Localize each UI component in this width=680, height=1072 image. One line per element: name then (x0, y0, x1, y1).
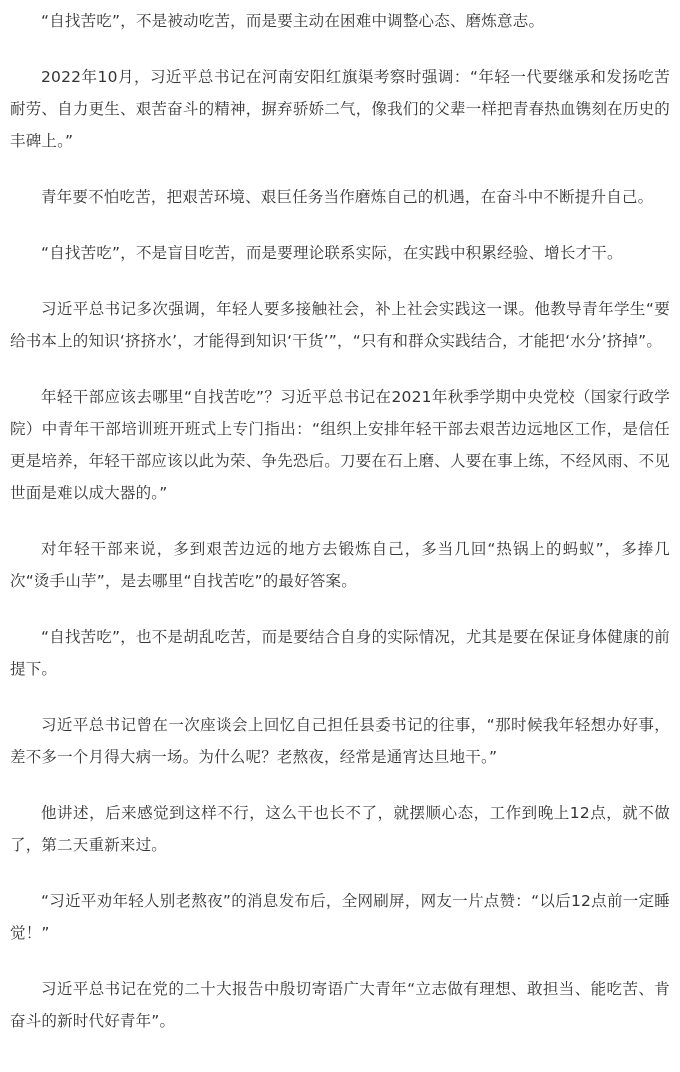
paragraph: 2022年10月，习近平总书记在河南安阳红旗渠考察时强调：“年轻一代要继承和发扬吃苦耐劳、自力更生、艰苦奋斗的精神，摒弃骄娇二气，像我们的父辈一样把青春热血镌刻在历史的丰碑上。” (10, 68, 670, 150)
paragraph: 对年轻干部来说，多到艰苦边远的地方去锻炼自己，多当几回“热锅上的蚂蚁”，多捧几次“烫手山芋”，是去哪里“自找苦吃”的最好答案。 (10, 540, 670, 590)
paragraph: “自找苦吃”，也不是胡乱吃苦，而是要结合自身的实际情况，尤其是要在保证身体健康的前提下。 (10, 628, 670, 678)
paragraph: 他讲述，后来感觉到这样不行，这么干也长不了，就摆顺心态，工作到晚上12点，就不做了，第二天重新来过。 (10, 804, 670, 854)
paragraph: 习近平总书记曾在一次座谈会上回忆自己担任县委书记的往事，“那时候我年轻想办好事，差不多一个月得大病一场。为什么呢？老熬夜，经常是通宵达旦地干。” (10, 716, 670, 766)
paragraph: “自找苦吃”，不是盲目吃苦，而是要理论联系实际，在实践中积累经验、增长才干。 (41, 244, 623, 262)
paragraph: “习近平劝年轻人别老熬夜”的消息发布后，全网刷屏，网友一片点赞：“以后12点前一定睡觉！” (10, 892, 670, 942)
paragraph: 习近平总书记在党的二十大报告中殷切寄语广大青年“立志做有理想、敢担当、能吃苦、肯奋斗的新时代好青年”。 (10, 980, 670, 1030)
paragraph: 年轻干部应该去哪里“自找苦吃”？习近平总书记在2021年秋季学期中央党校（国家行政学院）中青年干部培训班开班式上专门指出：“组织上安排年轻干部去艰苦边远地区工作，是信任更是培养，年轻干部应该以此为荣、争先恐后。刀要在石上磨、人要在事上练，不经风雨、不见世面是难以成大器的。” (10, 388, 670, 502)
paragraph: 习近平总书记多次强调，年轻人要多接触社会，补上社会实践这一课。他教导青年学生“要给书本上的知识‘挤挤水’，才能得到知识‘干货’”，“只有和群众实践结合，才能把‘水分’挤掉”。 (10, 300, 670, 350)
paragraph: “自找苦吃”，不是被动吃苦，而是要主动在困难中调整心态、磨炼意志。 (41, 12, 545, 30)
paragraph: 青年要不怕吃苦，把艰苦环境、艰巨任务当作磨炼自己的机遇，在奋斗中不断提升自己。 (41, 188, 654, 206)
